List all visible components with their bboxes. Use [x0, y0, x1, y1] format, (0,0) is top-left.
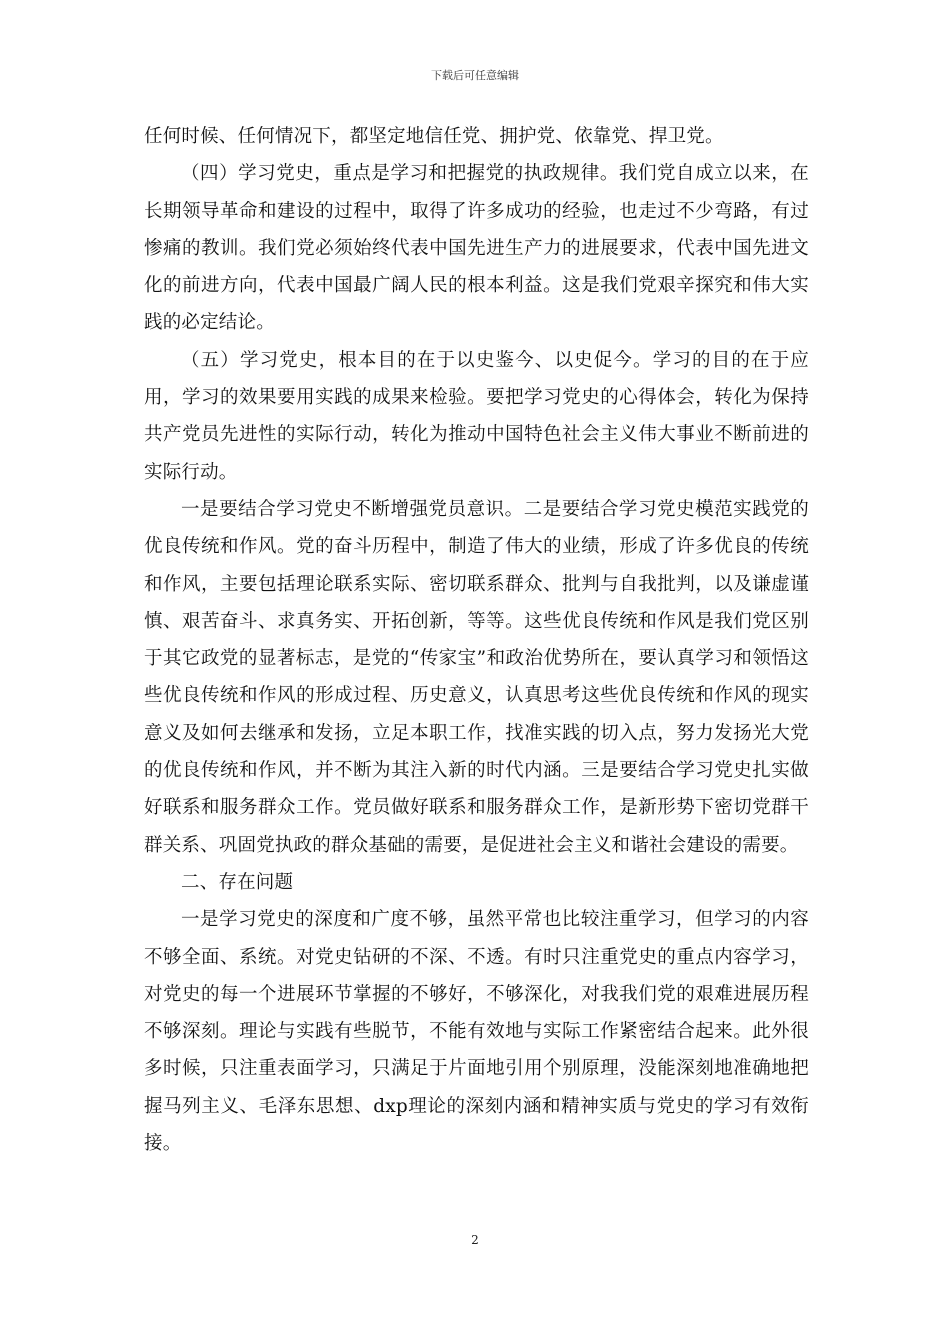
- paragraph: 一是要结合学习党史不断增强党员意识。二是要结合学习党史模范实践党的优良传统和作风。党的奋斗历程中，制造了伟大的业绩，形成了许多优良的传统和作风，主要包括理论联系实际、密切联系群众、批判与自我批判，以及谦虚谨慎、艰苦奋斗、求真务实、开拓创新，等等。这些优良传统和作风是我们党区别于其它政党的显著标志，是党的“传家宝”和政治优势所在，要认真学习和领悟这些优良传统和作风的形成过程、历史意义，认真思考这些优良传统和作风的现实意义及如何去继承和发扬，立足本职工作，找准实践的切入点，努力发扬光大党的优良传统和作风，并不断为其注入新的时代内涵。三是要结合学习党史扎实做好联系和服务群众工作。党员做好联系和服务群众工作，是新形势下密切党群干群关系、巩固党执政的群众基础的需要，是促进社会主义和谐社会建设的需要。: [144, 498, 809, 856]
- paragraph: 任何时候、任何情况下，都坚定地信任党、拥护党、依靠党、捍卫党。: [144, 126, 724, 147]
- paragraph: （四）学习党史，重点是学习和把握党的执政规律。我们党自成立以来，在长期领导革命和建设的过程中，取得了许多成功的经验，也走过不少弯路，有过惨痛的教训。我们党必须始终代表中国先进生产力的进展要求，代表中国先进文化的前进方向，代表中国最广阔人民的根本利益。这是我们党艰辛探究和伟大实践的必定结论。: [144, 163, 809, 334]
- paragraph: （五）学习党史，根本目的在于以史鉴今、以史促今。学习的目的在于应用，学习的效果要用实践的成果来检验。要把学习党史的心得体会，转化为保持共产党员先进性的实际行动，转化为推动中国特色社会主义伟大事业不断前进的实际行动。: [144, 349, 809, 483]
- paragraph: 一是学习党史的深度和广度不够，虽然平常也比较注重学习，但学习的内容不够全面、系统。对党史钻研的不深、不透。有时只注重党史的重点内容学习，对党史的每一个进展环节掌握的不够好，不够深化，对我我们党的艰难进展历程不够深刻。理论与实践有些脱节，不能有效地与实际工作紧密结合起来。此外很多时候，只注重表面学习，只满足于片面地引用个别原理，没能深刻地准确地把握马列主义、毛泽东思想、dxp理论的深刻内涵和精神实质与党史的学习有效衔接。: [144, 909, 809, 1155]
- page-header: 下载后可任意编辑: [431, 69, 519, 82]
- section-heading: 二、存在问题: [181, 871, 294, 893]
- document-body: [144, 118, 809, 1162]
- page-number: 2: [471, 1233, 479, 1247]
